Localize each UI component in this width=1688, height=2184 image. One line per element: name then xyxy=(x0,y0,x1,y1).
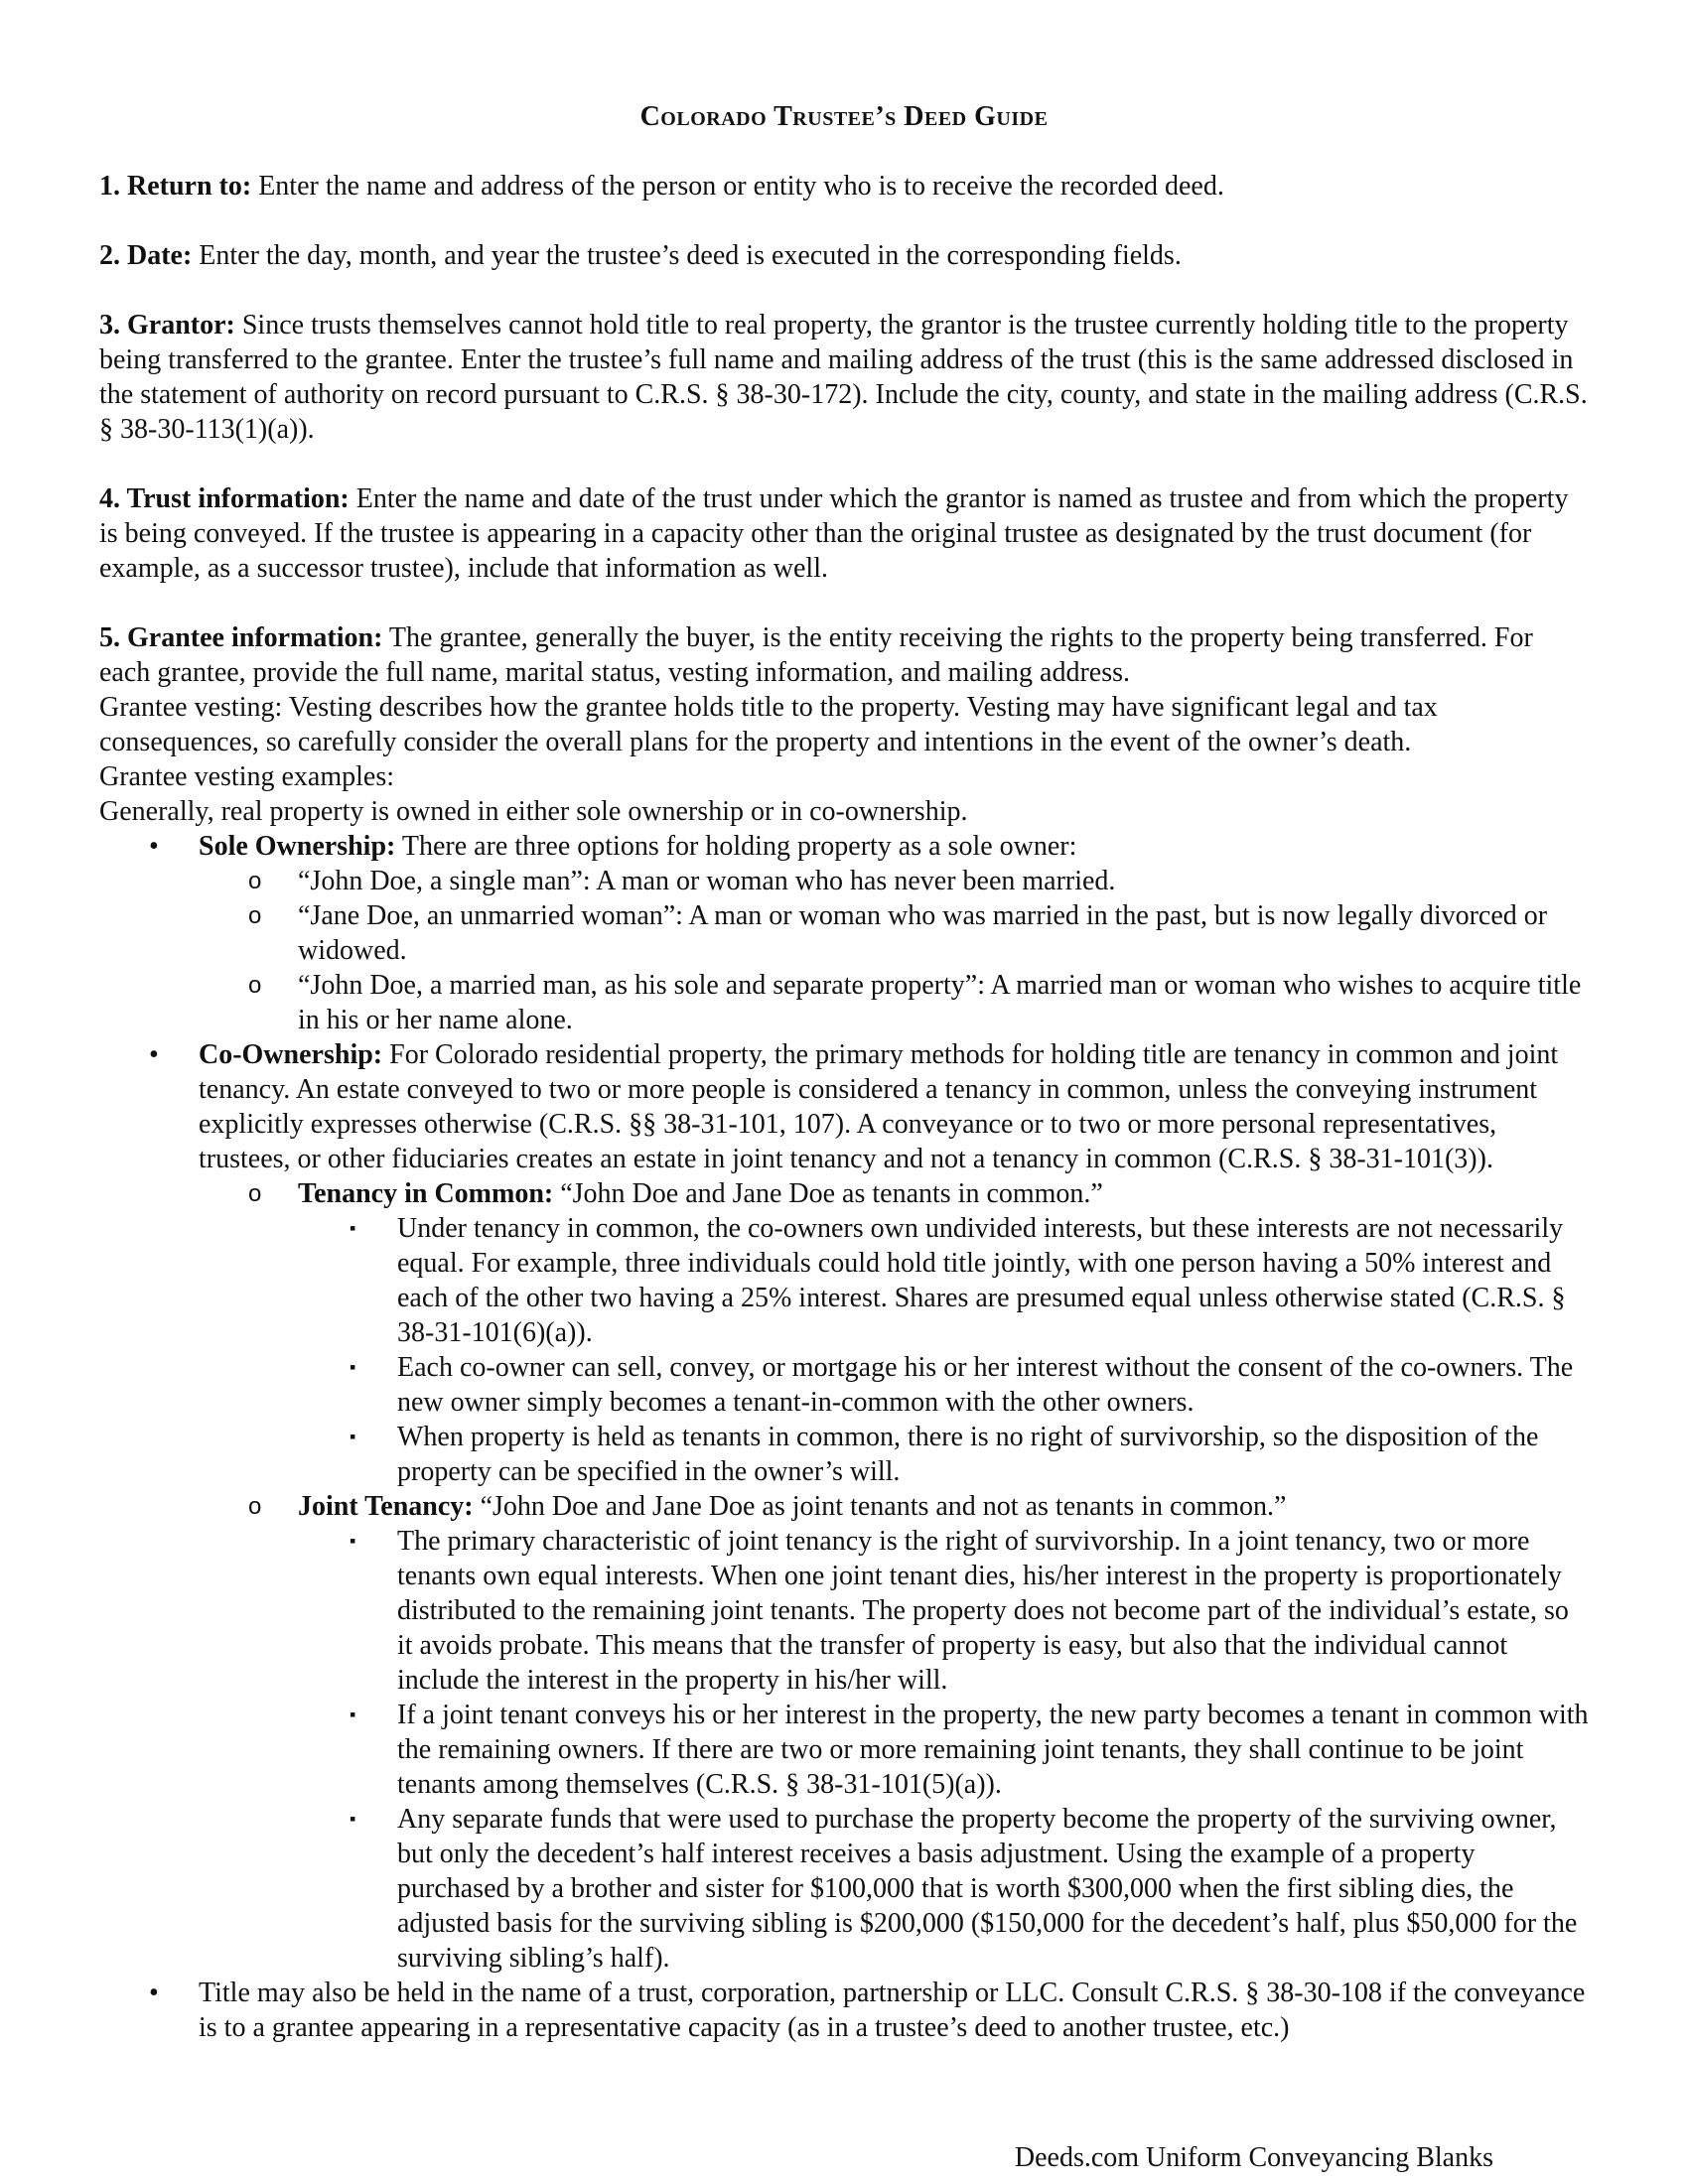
square-marker: ▪ xyxy=(350,1531,356,1551)
section-text: Enter the day, month, and year the trustee’s deed is executed in the corresponding fields. xyxy=(192,240,1182,271)
circle-marker: o xyxy=(248,1493,262,1520)
section-label: 2. Date: xyxy=(99,240,193,271)
item-label: Tenancy in Common: xyxy=(298,1178,554,1209)
item-text: When property is held as tenants in common, there is no right of survivorship, so the disposition of the property can be specified in the owner’s will. xyxy=(397,1422,1539,1487)
footer-attribution: Deeds.com Uniform Conveyancing Blanks xyxy=(1014,2142,1493,2173)
item-label: Co-Ownership: xyxy=(199,1039,383,1070)
item-text: “John Doe and Jane Doe as joint tenants and not as tenants in common.” xyxy=(473,1491,1287,1522)
circle-marker: o xyxy=(248,868,262,894)
circle-marker: o xyxy=(248,1180,262,1207)
guide-body xyxy=(99,169,1589,2045)
section-label: 4. Trust information: xyxy=(99,483,350,514)
square-marker: ▪ xyxy=(350,1218,356,1238)
item-text: “John Doe, a single man”: A man or woman who has never been married. xyxy=(298,866,1116,896)
list-item-co-ownership xyxy=(99,1037,1589,1176)
list-item-tenancy-in-common xyxy=(99,1176,1589,1211)
section-text: The grantee, generally the buyer, is the entity receiving the rights to the property being transferred. For each grantee, provide the full name, marital status, vesting information, and mailing address. xyxy=(99,622,1533,688)
list-item xyxy=(99,898,1589,968)
section-label: 1. Return to: xyxy=(99,171,252,202)
list-item xyxy=(99,1524,1589,1698)
item-text: Title may also be held in the name of a trust, corporation, partnership or LLC. Consult C.R.S. § 38-30-108 if the conveyance is to a grantee appearing in a representative capacity (as in a trustee’s deed to another trustee, etc.) xyxy=(199,1978,1586,2043)
item-text: There are three options for holding property as a sole owner: xyxy=(395,831,1077,862)
vesting-examples-heading: Grantee vesting examples: xyxy=(99,761,395,792)
bullet-marker: • xyxy=(149,1039,159,1070)
ownership-list xyxy=(99,829,1589,2045)
section-text: Enter the name and address of the person or entity who is to receive the recorded deed. xyxy=(251,171,1224,202)
circle-marker: o xyxy=(248,972,262,999)
circle-marker: o xyxy=(248,902,262,929)
item-text: If a joint tenant conveys his or her interest in the property, the new party becomes a tenant in common with the remaining owners. If there are two or more remaining joint tenants, they shall continue to be joint tenants among themselves (C.R.S. § 38-31-101(5)(a)). xyxy=(397,1700,1589,1800)
square-marker: ▪ xyxy=(350,1357,356,1377)
section-trust-information xyxy=(99,481,1589,586)
list-item-sole-ownership xyxy=(99,829,1589,864)
square-marker: ▪ xyxy=(350,1705,356,1724)
item-text: “Jane Doe, an unmarried woman”: A man or woman who was married in the past, but is now legally divorced or widowed. xyxy=(298,900,1548,966)
page-title: Colorado Trustee’s Deed Guide xyxy=(639,101,1049,132)
list-item xyxy=(99,864,1589,898)
section-grantor xyxy=(99,308,1589,447)
section-label: 3. Grantor: xyxy=(99,310,235,341)
section-grantee-information xyxy=(99,620,1589,690)
bullet-marker: • xyxy=(149,1978,159,2008)
item-text: Under tenancy in common, the co-owners own undivided interests, but these interests are not necessarily equal. For example, three individuals could hold title jointly, with one person having a 50% interest and each of the other two having a 25% interest. Shares are presumed equal unless otherwise stated (C.R.S. § 38-31-101(6)(a)). xyxy=(397,1213,1566,1348)
list-item-joint-tenancy xyxy=(99,1489,1589,1524)
list-item xyxy=(99,1698,1589,1802)
list-item-title-entities xyxy=(99,1976,1589,2045)
item-text: The primary characteristic of joint tenancy is the right of survivorship. In a joint tenancy, two or more tenants own equal interests. When one joint tenant dies, his/her interest in the property is proportionately distributed to the remaining joint tenants. The property does not become part of the individual’s estate, so it avoids probate. This means that the transfer of property is easy, but also that the individual cannot include the interest in the property in his/her will. xyxy=(397,1526,1569,1696)
square-marker: ▪ xyxy=(350,1809,356,1829)
section-label: 5. Grantee information: xyxy=(99,622,383,653)
square-marker: ▪ xyxy=(350,1427,356,1446)
list-item xyxy=(99,1802,1589,1976)
item-text: Any separate funds that were used to purchase the property become the property of the surviving owner, but only the decedent’s half interest receives a basis adjustment. Using the example of a property purchased by a brother and sister for $100,000 that is worth $300,000 when the first sibling dies, the adjusted basis for the surviving sibling is $200,000 ($150,000 for the decedent’s half, plus $50,000 for the surviving sibling’s half). xyxy=(397,1804,1578,1974)
item-text: For Colorado residential property, the primary methods for holding title are tenancy in common and joint tenancy. An estate conveyed to two or more people is considered a tenancy in common, unless the conveying instrument explicitly expresses otherwise (C.R.S. §§ 38-31-101, 107). A conveyance or to two or more personal representatives, trustees, or other fiduciaries creates an estate in joint tenancy and not a tenancy in common (C.R.S. § 38-31-101(3)). xyxy=(199,1039,1559,1174)
item-text: “John Doe, a married man, as his sole and separate property”: A married man or woman who wishes to acquire title in his or her name alone. xyxy=(298,970,1582,1035)
list-item xyxy=(99,968,1589,1037)
section-text: Enter the name and date of the trust under which the grantor is named as trustee and from which the property is being conveyed. If the trustee is appearing in a capacity other than the original trustee as designated by the trust document (for example, as a successor trustee), include that information as well. xyxy=(99,483,1569,584)
item-text: Each co-owner can sell, convey, or mortgage his or her interest without the consent of the co-owners. The new owner simply becomes a tenant-in-common with the other owners. xyxy=(397,1352,1574,1418)
list-item xyxy=(99,1350,1589,1420)
section-text: Since trusts themselves cannot hold title to real property, the grantor is the trustee currently holding title to the property being transferred to the grantee. Enter the trustee’s full name and mailing address of the trust (this is the same addressed disclosed in the statement of authority on record pursuant to C.R.S. § 38-30-172). Include the city, county, and state in the mailing address (C.R.S. § 38-30-113(1)(a)). xyxy=(99,310,1588,445)
grantee-vesting-paragraph: Grantee vesting: Vesting describes how the grantee holds title to the property. Vesting may have significant legal and tax consequences, so carefully consider the overall plans for the property and intentions in the event of the owner’s death. xyxy=(99,692,1438,757)
item-label: Joint Tenancy: xyxy=(298,1491,474,1522)
bullet-marker: • xyxy=(149,831,159,862)
section-return-to xyxy=(99,169,1589,204)
list-item xyxy=(99,1420,1589,1489)
list-item xyxy=(99,1211,1589,1350)
item-label: Sole Ownership: xyxy=(199,831,396,862)
section-date xyxy=(99,238,1589,273)
item-text: “John Doe and Jane Doe as tenants in common.” xyxy=(553,1178,1103,1209)
ownership-intro: Generally, real property is owned in either sole ownership or in co-ownership. xyxy=(99,796,968,827)
